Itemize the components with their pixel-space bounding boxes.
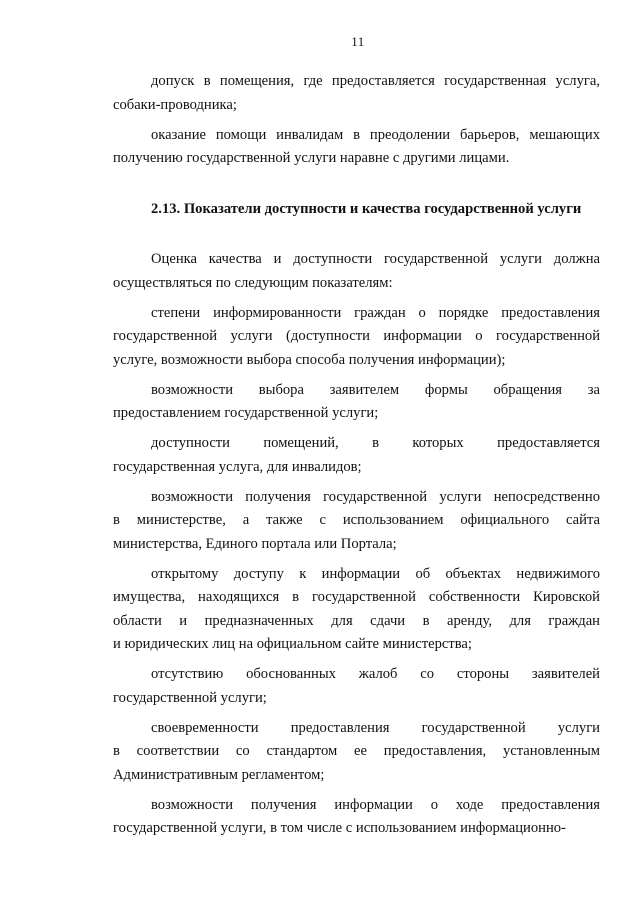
paragraph-timeliness <box>113 717 600 788</box>
paragraph-line: получению государственной услуги наравне с другими лицами. <box>113 150 510 166</box>
page-number: 11 <box>351 34 365 49</box>
paragraph-line: оказание помощи инвалидам в преодолении барьеров, мешающих <box>151 126 600 143</box>
paragraph-line: государственной услуги; <box>113 689 267 706</box>
paragraph-line: доступности помещений, в которых предоставляется <box>151 435 600 451</box>
paragraph-no-complaints <box>113 663 600 710</box>
paragraph-line: имущества, находящихся в государственной собственности Кировской <box>113 589 600 605</box>
paragraph-premises-accessibility <box>113 432 600 479</box>
paragraph-line: Оценка качества и доступности государственной услуги должна <box>151 251 600 267</box>
paragraphs-before <box>113 70 600 171</box>
paragraph-progress-info <box>113 794 600 841</box>
section-heading: 2.13. Показатели доступности и качества государственной услуги <box>151 200 582 217</box>
paragraph-line: своевременности предоставления государственной услуги <box>151 719 600 736</box>
paragraph-help-barriers <box>113 124 600 171</box>
paragraph-line: услуге, возможности выбора способа получения информации); <box>113 351 506 368</box>
paragraph-line: возможности получения информации о ходе предоставления <box>151 796 600 813</box>
paragraph-line: и юридических лиц на официальном сайте министерства; <box>113 636 472 652</box>
paragraph-informedness <box>113 302 600 373</box>
paragraph-line: предоставлением государственной услуги; <box>113 405 379 421</box>
paragraph-line: отсутствию обоснованных жалоб со стороны заявителей <box>151 666 600 682</box>
paragraph-line: Административным регламентом; <box>113 766 325 783</box>
paragraph-line: области и предназначенных для сдачи в аренду, для граждан <box>113 612 600 629</box>
paragraph-line: в министерстве, а также с использованием официального сайта <box>113 512 600 528</box>
paragraph-line: в соответствии со стандартом ее предоставления, установленным <box>113 743 600 759</box>
paragraph-line: открытому доступу к информации об объектах недвижимого <box>151 565 600 582</box>
paragraph-open-access <box>113 563 600 657</box>
paragraph-access-guide-dog <box>113 70 600 117</box>
paragraph-line: допуск в помещения, где предоставляется государственная услуга, <box>151 73 600 89</box>
paragraph-direct-receipt <box>113 486 600 557</box>
paragraphs-after <box>113 248 600 841</box>
paragraph-form-choice <box>113 379 600 426</box>
paragraph-line: государственной услуги (доступности информации о государственной <box>113 328 600 344</box>
document-body <box>113 70 600 847</box>
paragraph-line: министерства, Единого портала или Портала; <box>113 535 397 552</box>
paragraph-line: государственной услуги, в том числе с использованием информационно- <box>113 820 566 836</box>
paragraph-line: возможности получения государственной услуги непосредственно <box>151 488 600 505</box>
paragraph-line: возможности выбора заявителем формы обращения за <box>151 381 600 398</box>
paragraph-line: степени информированности граждан о порядке предоставления <box>151 304 600 321</box>
paragraph-line: собаки-проводника; <box>113 96 237 113</box>
paragraph-line: государственная услуга, для инвалидов; <box>113 458 362 475</box>
paragraph-line: осуществляться по следующим показателям: <box>113 274 393 291</box>
paragraph-quality-assessment <box>113 248 600 295</box>
